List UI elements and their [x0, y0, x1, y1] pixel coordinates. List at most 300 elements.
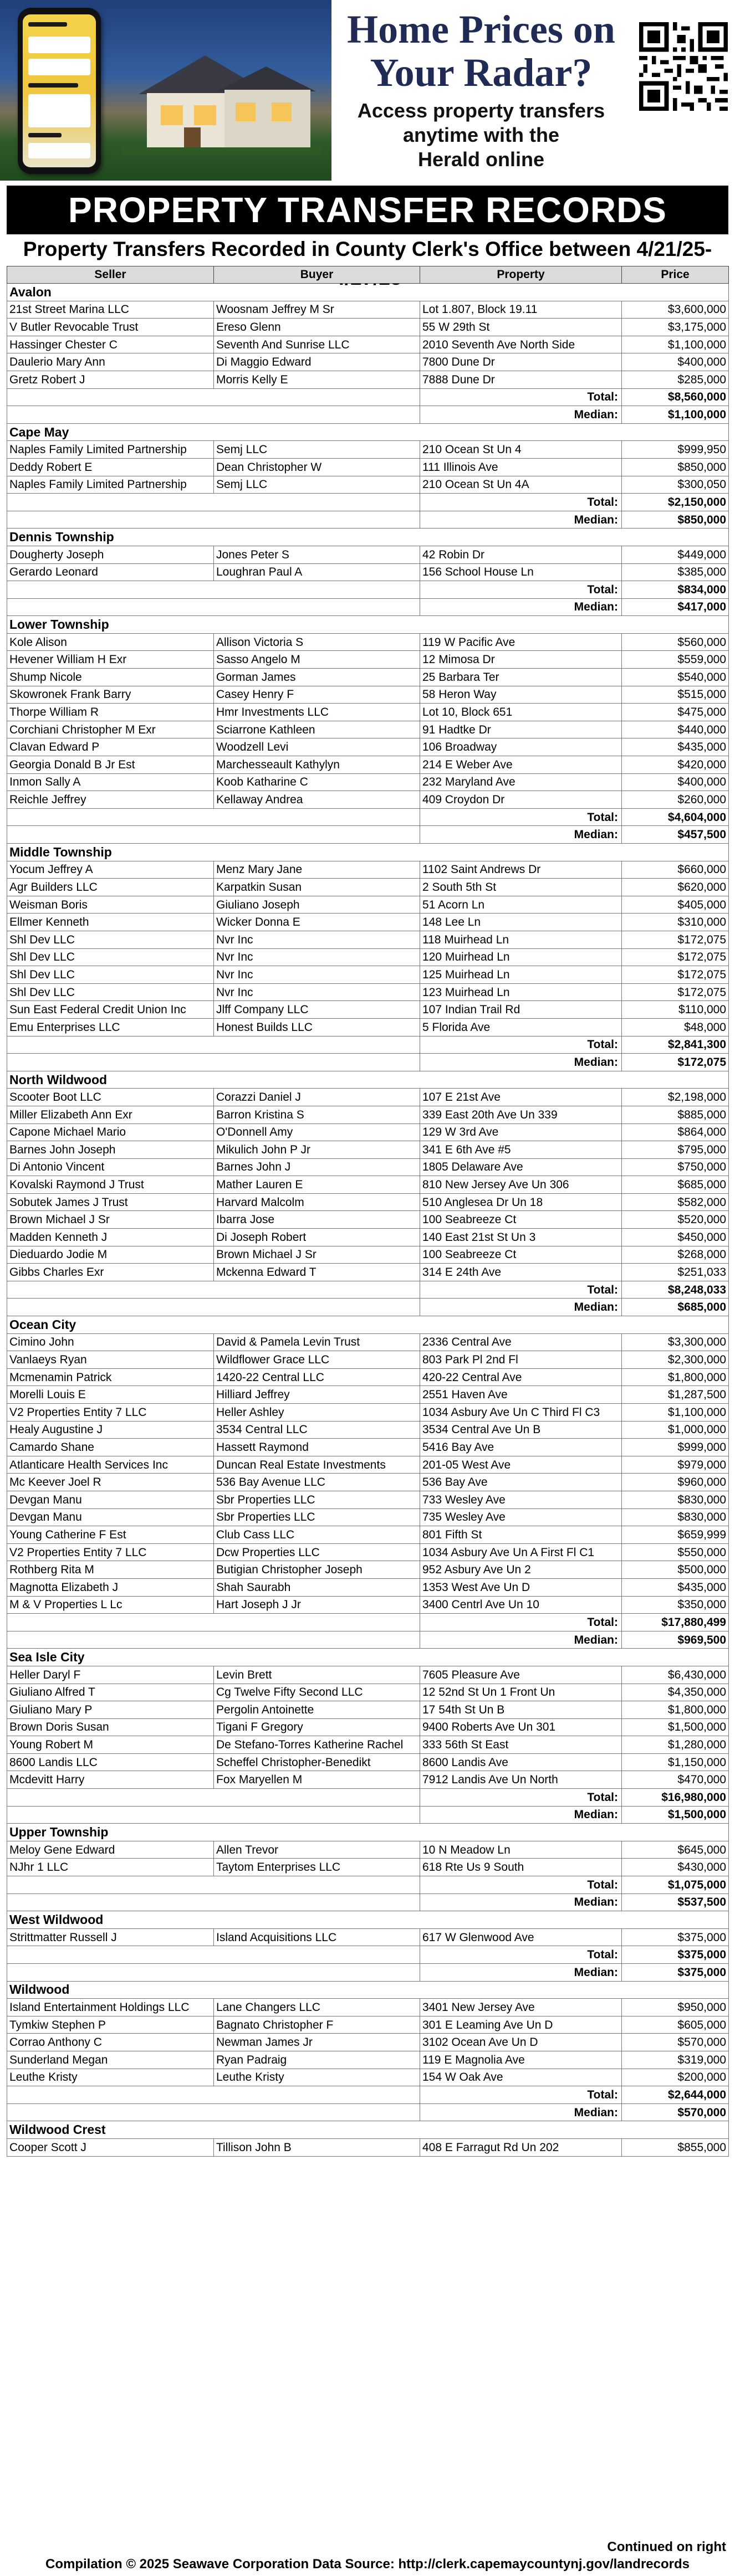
table-row: [7, 476, 729, 494]
buyer-cell: Cg Twelve Fifty Second LLC: [214, 1684, 420, 1701]
buyer-cell: Nvr Inc: [214, 966, 420, 984]
table-row: [7, 1526, 729, 1544]
seller-cell: Emu Enterprises LLC: [7, 1018, 214, 1036]
seller-cell: Georgia Donald B Jr Est: [7, 756, 214, 774]
median-row: [7, 1299, 729, 1316]
property-cell: 333 56th St East: [420, 1736, 622, 1754]
price-cell: $449,000: [622, 546, 729, 563]
seller-cell: V Butler Revocable Trust: [7, 319, 214, 336]
property-cell: Lot 10, Block 651: [420, 704, 622, 721]
property-cell: 210 Ocean St Un 4A: [420, 476, 622, 494]
median-value: $537,500: [622, 1893, 729, 1911]
seller-cell: Leuthe Kristy: [7, 2069, 214, 2086]
table-row: [7, 1141, 729, 1159]
municipality-row: [7, 1316, 729, 1334]
property-cell: 12 Mimosa Dr: [420, 651, 622, 669]
property-cell: 119 E Magnolia Ave: [420, 2051, 622, 2069]
property-cell: 5416 Bay Ave: [420, 1439, 622, 1456]
blank-cell: [7, 511, 420, 528]
table-row: [7, 983, 729, 1001]
column-header-seller: Seller: [7, 266, 214, 284]
seller-cell: Shl Dev LLC: [7, 983, 214, 1001]
table-row: [7, 931, 729, 948]
table-row: [7, 2069, 729, 2086]
total-row: [7, 1036, 729, 1054]
property-cell: Lot 1.807, Block 19.11: [420, 301, 622, 319]
price-cell: $6,430,000: [622, 1666, 729, 1684]
price-cell: $1,280,000: [622, 1736, 729, 1754]
buyer-cell: Wildflower Grace LLC: [214, 1351, 420, 1369]
median-value: $417,000: [622, 598, 729, 616]
table-row: [7, 1543, 729, 1561]
property-cell: 232 Maryland Ave: [420, 773, 622, 791]
buyer-cell: Casey Henry F: [214, 686, 420, 704]
table-header-row: [7, 266, 729, 284]
price-cell: $605,000: [622, 2016, 729, 2034]
price-cell: $435,000: [622, 738, 729, 756]
seller-cell: Mcmenamin Patrick: [7, 1368, 214, 1386]
price-cell: $999,950: [622, 441, 729, 459]
seller-cell: Barnes John Joseph: [7, 1141, 214, 1159]
seller-cell: Gretz Robert J: [7, 371, 214, 388]
buyer-cell: Newman James Jr: [214, 2034, 420, 2051]
total-label: Total:: [420, 1876, 622, 1894]
subline-2: anytime with the: [402, 124, 560, 146]
total-row: [7, 1876, 729, 1894]
seller-cell: Inmon Sally A: [7, 773, 214, 791]
price-cell: $172,075: [622, 966, 729, 984]
median-label: Median:: [420, 1964, 622, 1982]
price-cell: $172,075: [622, 983, 729, 1001]
property-cell: 140 East 21st St Un 3: [420, 1229, 622, 1246]
municipality-row: [7, 2121, 729, 2139]
price-cell: $285,000: [622, 371, 729, 388]
table-row: [7, 1701, 729, 1719]
seller-cell: Island Entertainment Holdings LLC: [7, 1999, 214, 2016]
seller-cell: Capone Michael Mario: [7, 1123, 214, 1141]
median-label: Median:: [420, 1806, 622, 1824]
property-cell: 420-22 Central Ave: [420, 1368, 622, 1386]
headline-line-1: Home Prices on: [347, 7, 615, 52]
property-cell: 201-05 West Ave: [420, 1456, 622, 1474]
seller-cell: Young Catherine F Est: [7, 1526, 214, 1544]
banner-subline: [331, 99, 631, 172]
median-value: $969,500: [622, 1631, 729, 1649]
buyer-cell: Dean Christopher W: [214, 458, 420, 476]
price-cell: $470,000: [622, 1771, 729, 1789]
property-cell: 314 E 24th Ave: [420, 1264, 622, 1281]
property-cell: 25 Barbara Ter: [420, 669, 622, 686]
total-value: $2,841,300: [622, 1036, 729, 1054]
median-value: $375,000: [622, 1964, 729, 1982]
blank-cell: [7, 2103, 420, 2121]
price-cell: $855,000: [622, 2138, 729, 2156]
municipality-name: Sea Isle City: [7, 1649, 729, 1666]
property-cell: 17 54th St Un B: [420, 1701, 622, 1719]
price-cell: $1,500,000: [622, 1718, 729, 1736]
median-value: $1,500,000: [622, 1806, 729, 1824]
table-row: [7, 704, 729, 721]
table-row: [7, 1753, 729, 1771]
table-row: [7, 633, 729, 651]
property-cell: 618 Rte Us 9 South: [420, 1859, 622, 1876]
blank-cell: [7, 1036, 420, 1054]
property-cell: 42 Robin Dr: [420, 546, 622, 563]
buyer-cell: Kellaway Andrea: [214, 791, 420, 809]
total-label: Total:: [420, 1789, 622, 1807]
buyer-cell: Dcw Properties LLC: [214, 1543, 420, 1561]
total-row: [7, 581, 729, 599]
municipality-name: Upper Township: [7, 1824, 729, 1841]
buyer-cell: Loughran Paul A: [214, 563, 420, 581]
seller-cell: V2 Properties Entity 7 LLC: [7, 1543, 214, 1561]
blank-cell: [7, 1281, 420, 1299]
property-cell: 12 52nd St Un 1 Front Un: [420, 1684, 622, 1701]
property-cell: 810 New Jersey Ave Un 306: [420, 1176, 622, 1194]
qr-code-icon[interactable]: [639, 22, 728, 111]
price-cell: $435,000: [622, 1578, 729, 1596]
median-row: [7, 511, 729, 528]
table-row: [7, 669, 729, 686]
property-cell: 107 E 21st Ave: [420, 1089, 622, 1106]
total-label: Total:: [420, 1036, 622, 1054]
table-row: [7, 336, 729, 353]
seller-cell: Devgan Manu: [7, 1508, 214, 1526]
table-row: [7, 1106, 729, 1123]
seller-cell: Healy Augustine J: [7, 1421, 214, 1439]
banner-photo: [0, 0, 331, 181]
table-row: [7, 721, 729, 738]
property-cell: 801 Fifth St: [420, 1526, 622, 1544]
property-cell: 120 Muirhead Ln: [420, 948, 622, 966]
table-row: [7, 1404, 729, 1422]
table-row: [7, 458, 729, 476]
seller-cell: Meloy Gene Edward: [7, 1841, 214, 1859]
table-row: [7, 1684, 729, 1701]
municipality-row: [7, 1071, 729, 1089]
table-row: [7, 914, 729, 931]
property-cell: 111 Illinois Ave: [420, 458, 622, 476]
total-row: [7, 1614, 729, 1631]
municipality-name: North Wildwood: [7, 1071, 729, 1089]
table-row: [7, 1508, 729, 1526]
table-row: [7, 563, 729, 581]
house-illustration: [122, 44, 321, 155]
median-label: Median:: [420, 826, 622, 844]
phone-illustration: [18, 8, 101, 174]
price-cell: $400,000: [622, 353, 729, 371]
property-cell: 733 Wesley Ave: [420, 1491, 622, 1508]
seller-cell: Heller Daryl F: [7, 1666, 214, 1684]
property-cell: 617 W Glenwood Ave: [420, 1928, 622, 1946]
median-row: [7, 1631, 729, 1649]
seller-cell: Brown Michael J Sr: [7, 1211, 214, 1229]
municipality-row: [7, 1649, 729, 1666]
table-row: [7, 1718, 729, 1736]
seller-cell: Giuliano Alfred T: [7, 1684, 214, 1701]
property-cell: 2 South 5th St: [420, 879, 622, 896]
table-row: [7, 1386, 729, 1404]
seller-cell: Miller Elizabeth Ann Exr: [7, 1106, 214, 1123]
seller-cell: Cooper Scott J: [7, 2138, 214, 2156]
total-row: [7, 1281, 729, 1299]
price-cell: $582,000: [622, 1193, 729, 1211]
price-cell: $795,000: [622, 1141, 729, 1159]
property-cell: 339 East 20th Ave Un 339: [420, 1106, 622, 1123]
seller-cell: Shl Dev LLC: [7, 966, 214, 984]
property-cell: 7888 Dune Dr: [420, 371, 622, 388]
buyer-cell: Jlff Company LLC: [214, 1001, 420, 1019]
price-cell: $300,050: [622, 476, 729, 494]
total-label: Total:: [420, 1614, 622, 1631]
property-cell: 735 Wesley Ave: [420, 1508, 622, 1526]
table-row: [7, 1474, 729, 1491]
buyer-cell: O'Donnell Amy: [214, 1123, 420, 1141]
seller-cell: Mc Keever Joel R: [7, 1474, 214, 1491]
seller-cell: Thorpe William R: [7, 704, 214, 721]
table-row: [7, 896, 729, 914]
price-cell: $110,000: [622, 1001, 729, 1019]
table-row: [7, 1351, 729, 1369]
price-cell: $830,000: [622, 1491, 729, 1508]
table-row: [7, 1666, 729, 1684]
price-cell: $864,000: [622, 1123, 729, 1141]
municipality-row: [7, 1981, 729, 1999]
total-label: Total:: [420, 388, 622, 406]
price-cell: $659,999: [622, 1526, 729, 1544]
buyer-cell: Club Cass LLC: [214, 1526, 420, 1544]
property-cell: 301 E Leaming Ave Un D: [420, 2016, 622, 2034]
total-label: Total:: [420, 1946, 622, 1964]
total-value: $2,150,000: [622, 494, 729, 511]
seller-cell: Morelli Louis E: [7, 1386, 214, 1404]
seller-cell: NJhr 1 LLC: [7, 1859, 214, 1876]
total-row: [7, 494, 729, 511]
property-cell: 1034 Asbury Ave Un C Third Fl C3: [420, 1404, 622, 1422]
seller-cell: Brown Doris Susan: [7, 1718, 214, 1736]
blank-cell: [7, 826, 420, 844]
price-cell: $420,000: [622, 756, 729, 774]
table-row: [7, 1158, 729, 1176]
median-value: $850,000: [622, 511, 729, 528]
buyer-cell: Taytom Enterprises LLC: [214, 1859, 420, 1876]
table-row: [7, 319, 729, 336]
buyer-cell: Nvr Inc: [214, 931, 420, 948]
property-cell: 91 Hadtke Dr: [420, 721, 622, 738]
table-row: [7, 1859, 729, 1876]
total-value: $375,000: [622, 1946, 729, 1964]
table-row: [7, 1596, 729, 1614]
municipality-name: Middle Township: [7, 844, 729, 861]
buyer-cell: Ibarra Jose: [214, 1211, 420, 1229]
price-cell: $520,000: [622, 1211, 729, 1229]
price-cell: $885,000: [622, 1106, 729, 1123]
price-cell: $850,000: [622, 458, 729, 476]
buyer-cell: 536 Bay Avenue LLC: [214, 1474, 420, 1491]
table-row: [7, 738, 729, 756]
property-cell: 9400 Roberts Ave Un 301: [420, 1718, 622, 1736]
property-cell: 2551 Haven Ave: [420, 1386, 622, 1404]
municipality-name: West Wildwood: [7, 1911, 729, 1929]
seller-cell: Kovalski Raymond J Trust: [7, 1176, 214, 1194]
blank-cell: [7, 388, 420, 406]
property-transfer-table: [7, 266, 729, 2157]
table-row: [7, 1841, 729, 1859]
buyer-cell: Seventh And Sunrise LLC: [214, 336, 420, 353]
seller-cell: Camardo Shane: [7, 1439, 214, 1456]
property-cell: 210 Ocean St Un 4: [420, 441, 622, 459]
price-cell: $950,000: [622, 1999, 729, 2016]
municipality-name: Ocean City: [7, 1316, 729, 1334]
blank-cell: [7, 406, 420, 424]
buyer-cell: Duncan Real Estate Investments: [214, 1456, 420, 1474]
table-row: [7, 966, 729, 984]
property-cell: 125 Muirhead Ln: [420, 966, 622, 984]
property-cell: 1034 Asbury Ave Un A First Fl C1: [420, 1543, 622, 1561]
blank-cell: [7, 808, 420, 826]
table-row: [7, 1999, 729, 2016]
table-row: [7, 1368, 729, 1386]
buyer-cell: Bagnato Christopher F: [214, 2016, 420, 2034]
price-cell: $350,000: [622, 1596, 729, 1614]
municipality-name: Wildwood Crest: [7, 2121, 729, 2139]
seller-cell: Vanlaeys Ryan: [7, 1351, 214, 1369]
table-row: [7, 1123, 729, 1141]
table-row: [7, 1736, 729, 1754]
property-cell: 58 Heron Way: [420, 686, 622, 704]
property-cell: 7605 Pleasure Ave: [420, 1666, 622, 1684]
price-cell: $2,300,000: [622, 1351, 729, 1369]
table-row: [7, 2034, 729, 2051]
median-row: [7, 1964, 729, 1982]
price-cell: $515,000: [622, 686, 729, 704]
price-cell: $48,000: [622, 1018, 729, 1036]
median-row: [7, 1893, 729, 1911]
buyer-cell: Leuthe Kristy: [214, 2069, 420, 2086]
table-row: [7, 1456, 729, 1474]
buyer-cell: Di Maggio Edward: [214, 353, 420, 371]
table-row: [7, 371, 729, 388]
property-cell: 3534 Central Ave Un B: [420, 1421, 622, 1439]
buyer-cell: Karpatkin Susan: [214, 879, 420, 896]
property-cell: 7800 Dune Dr: [420, 353, 622, 371]
price-cell: $400,000: [622, 773, 729, 791]
blank-cell: [7, 1631, 420, 1649]
buyer-cell: Island Acquisitions LLC: [214, 1928, 420, 1946]
municipality-row: [7, 1911, 729, 1929]
price-cell: $1,287,500: [622, 1386, 729, 1404]
buyer-cell: 3534 Central LLC: [214, 1421, 420, 1439]
buyer-cell: De Stefano-Torres Katherine Rachel: [214, 1736, 420, 1754]
price-cell: $645,000: [622, 1841, 729, 1859]
property-cell: 51 Acorn Ln: [420, 896, 622, 914]
municipality-row: [7, 528, 729, 546]
price-cell: $3,175,000: [622, 319, 729, 336]
median-row: [7, 598, 729, 616]
seller-cell: Yocum Jeffrey A: [7, 861, 214, 879]
seller-cell: Magnotta Elizabeth J: [7, 1578, 214, 1596]
price-cell: $500,000: [622, 1561, 729, 1579]
buyer-cell: Sbr Properties LLC: [214, 1508, 420, 1526]
buyer-cell: Butigian Christopher Joseph: [214, 1561, 420, 1579]
buyer-cell: Fox Maryellen M: [214, 1771, 420, 1789]
table-row: [7, 948, 729, 966]
price-cell: $660,000: [622, 861, 729, 879]
total-label: Total:: [420, 581, 622, 599]
banner-text-panel: [331, 0, 735, 181]
property-cell: 803 Park Pl 2nd Fl: [420, 1351, 622, 1369]
seller-cell: Sun East Federal Credit Union Inc: [7, 1001, 214, 1019]
buyer-cell: Semj LLC: [214, 476, 420, 494]
property-cell: 106 Broadway: [420, 738, 622, 756]
buyer-cell: Allison Victoria S: [214, 633, 420, 651]
table-row: [7, 1264, 729, 1281]
buyer-cell: Corazzi Daniel J: [214, 1089, 420, 1106]
median-label: Median:: [420, 1893, 622, 1911]
buyer-cell: Hart Joseph J Jr: [214, 1596, 420, 1614]
price-cell: $750,000: [622, 1158, 729, 1176]
table-row: [7, 651, 729, 669]
table-row: [7, 756, 729, 774]
seller-cell: Agr Builders LLC: [7, 879, 214, 896]
blank-cell: [7, 1299, 420, 1316]
table-row: [7, 1439, 729, 1456]
seller-cell: Dougherty Joseph: [7, 546, 214, 563]
seller-cell: 21st Street Marina LLC: [7, 301, 214, 319]
price-cell: $1,000,000: [622, 1421, 729, 1439]
property-cell: 341 E 6th Ave #5: [420, 1141, 622, 1159]
table-row: [7, 2051, 729, 2069]
seller-cell: Shump Nicole: [7, 669, 214, 686]
price-cell: $3,600,000: [622, 301, 729, 319]
blank-cell: [7, 1054, 420, 1071]
property-cell: 2336 Central Ave: [420, 1333, 622, 1351]
table-row: [7, 353, 729, 371]
buyer-cell: Woosnam Jeffrey M Sr: [214, 301, 420, 319]
median-label: Median:: [420, 598, 622, 616]
municipality-name: Dennis Township: [7, 528, 729, 546]
price-cell: $685,000: [622, 1176, 729, 1194]
buyer-cell: Allen Trevor: [214, 1841, 420, 1859]
buyer-cell: Sbr Properties LLC: [214, 1491, 420, 1508]
blank-cell: [7, 494, 420, 511]
table-row: [7, 861, 729, 879]
municipality-row: [7, 284, 729, 301]
price-cell: $979,000: [622, 1456, 729, 1474]
total-value: $2,644,000: [622, 2086, 729, 2104]
municipality-row: [7, 844, 729, 861]
property-cell: 952 Asbury Ave Un 2: [420, 1561, 622, 1579]
property-cell: 536 Bay Ave: [420, 1474, 622, 1491]
seller-cell: Corrao Anthony C: [7, 2034, 214, 2051]
table-row: [7, 1771, 729, 1789]
buyer-cell: Mikulich John P Jr: [214, 1141, 420, 1159]
median-value: $1,100,000: [622, 406, 729, 424]
page-subtitle: Property Transfers Recorded in County Clerk's Office between 4/21/25-: [23, 238, 712, 260]
median-value: $570,000: [622, 2103, 729, 2121]
buyer-cell: Hilliard Jeffrey: [214, 1386, 420, 1404]
total-row: [7, 388, 729, 406]
seller-cell: Tymkiw Stephen P: [7, 2016, 214, 2034]
blank-cell: [7, 598, 420, 616]
blank-cell: [7, 1614, 420, 1631]
price-cell: $4,350,000: [622, 1684, 729, 1701]
buyer-cell: Tillison John B: [214, 2138, 420, 2156]
price-cell: $1,150,000: [622, 1753, 729, 1771]
seller-cell: Mcdevitt Harry: [7, 1771, 214, 1789]
table-row: [7, 2138, 729, 2156]
municipality-row: [7, 1824, 729, 1841]
